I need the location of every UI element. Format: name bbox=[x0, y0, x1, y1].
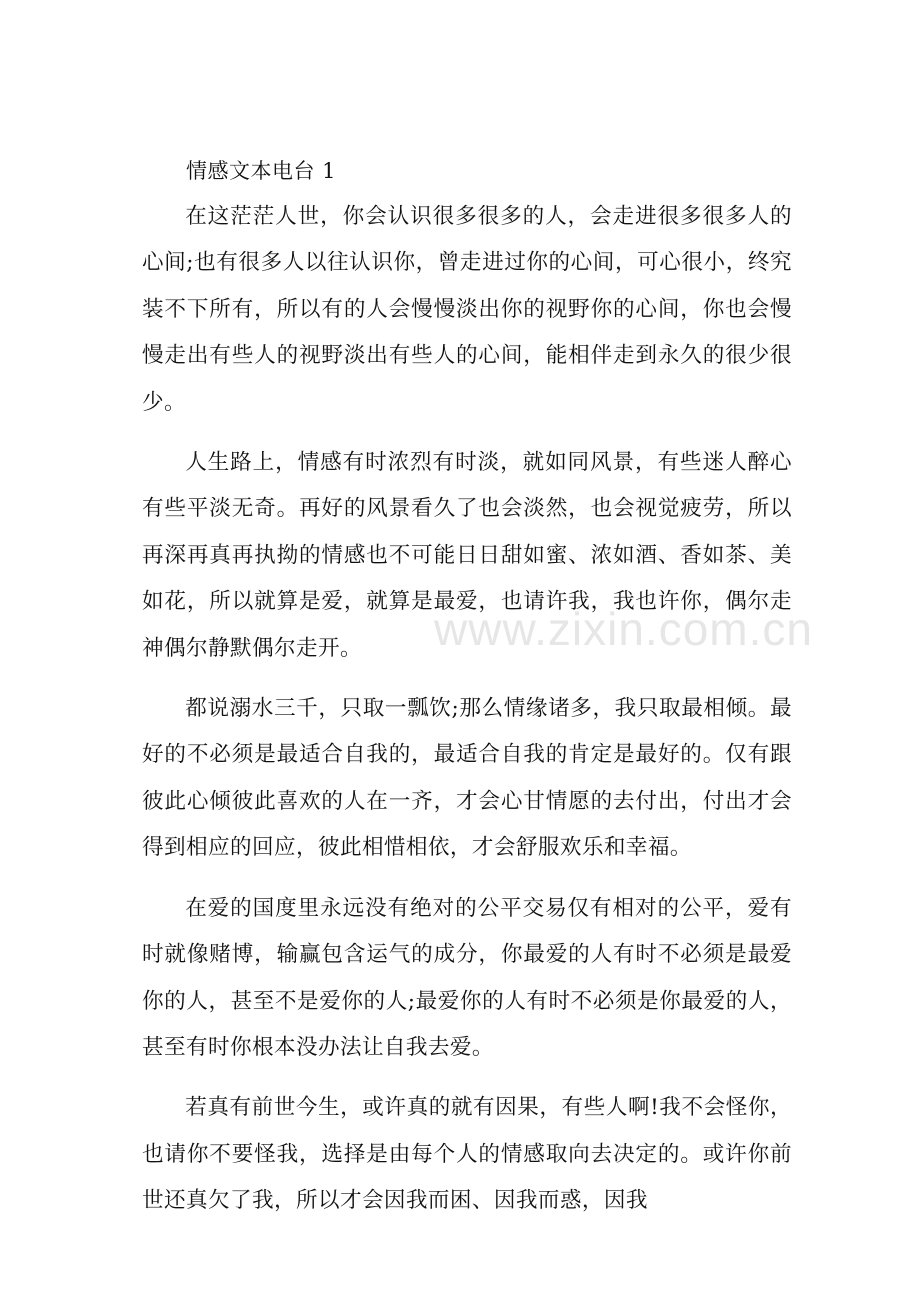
watermark: www.zixin.com.cn bbox=[434, 603, 813, 655]
paragraph-2: 人生路上，情感有时浓烈有时淡，就如同风景，有些迷人醉心有些平淡无奇。再好的风景看久了也会淡然，也会视觉疲劳，所以再深再真再执拗的情感也不可能日日甜如蜜、浓如酒、香如茶、美如花，所以就算是爱，就算是最爱，也请许我，我也许你，偶尔走神偶尔静默偶尔走开。 bbox=[142, 450, 792, 661]
document-page bbox=[142, 150, 792, 1239]
paragraph-4: 在爱的国度里永远没有绝对的公平交易仅有相对的公平，爱有时就像赌博，输赢包含运气的成分，你最爱的人有时不必须是最爱你的人，甚至不是爱你的人;最爱你的人有时不必须是你最爱的人，甚至有时你根本没办法让自我去爱。 bbox=[142, 895, 792, 1060]
document-title: 情感文本电台 1 bbox=[186, 159, 337, 183]
paragraph-5: 若真有前世今生，或许真的就有因果，有些人啊!我不会怪你，也请你不要怪我，选择是由每个人的情感取向去决定的。或许你前世还真欠了我，所以才会因我而困、因我而惑，因我 bbox=[142, 1095, 792, 1214]
paragraph-1: 在这茫茫人世，你会认识很多很多的人，会走进很多很多人的心间;也有很多人以往认识你，曾走进过你的心间，可心很小，终究装不下所有，所以有的人会慢慢淡出你的视野你的心间，你也会慢慢走出有些人的视野淡出有些人的心间，能相伴走到永久的很少很少。 bbox=[142, 204, 792, 415]
paragraph-3: 都说溺水三千，只取一瓢饮;那么情缘诸多，我只取最相倾。最好的不必须是最适合自我的，最适合自我的肯定是最好的。仅有跟彼此心倾彼此喜欢的人在一齐，才会心甘情愿的去付出，付出才会得到相应的回应，彼此相惜相依，才会舒服欢乐和幸福。 bbox=[142, 696, 792, 861]
